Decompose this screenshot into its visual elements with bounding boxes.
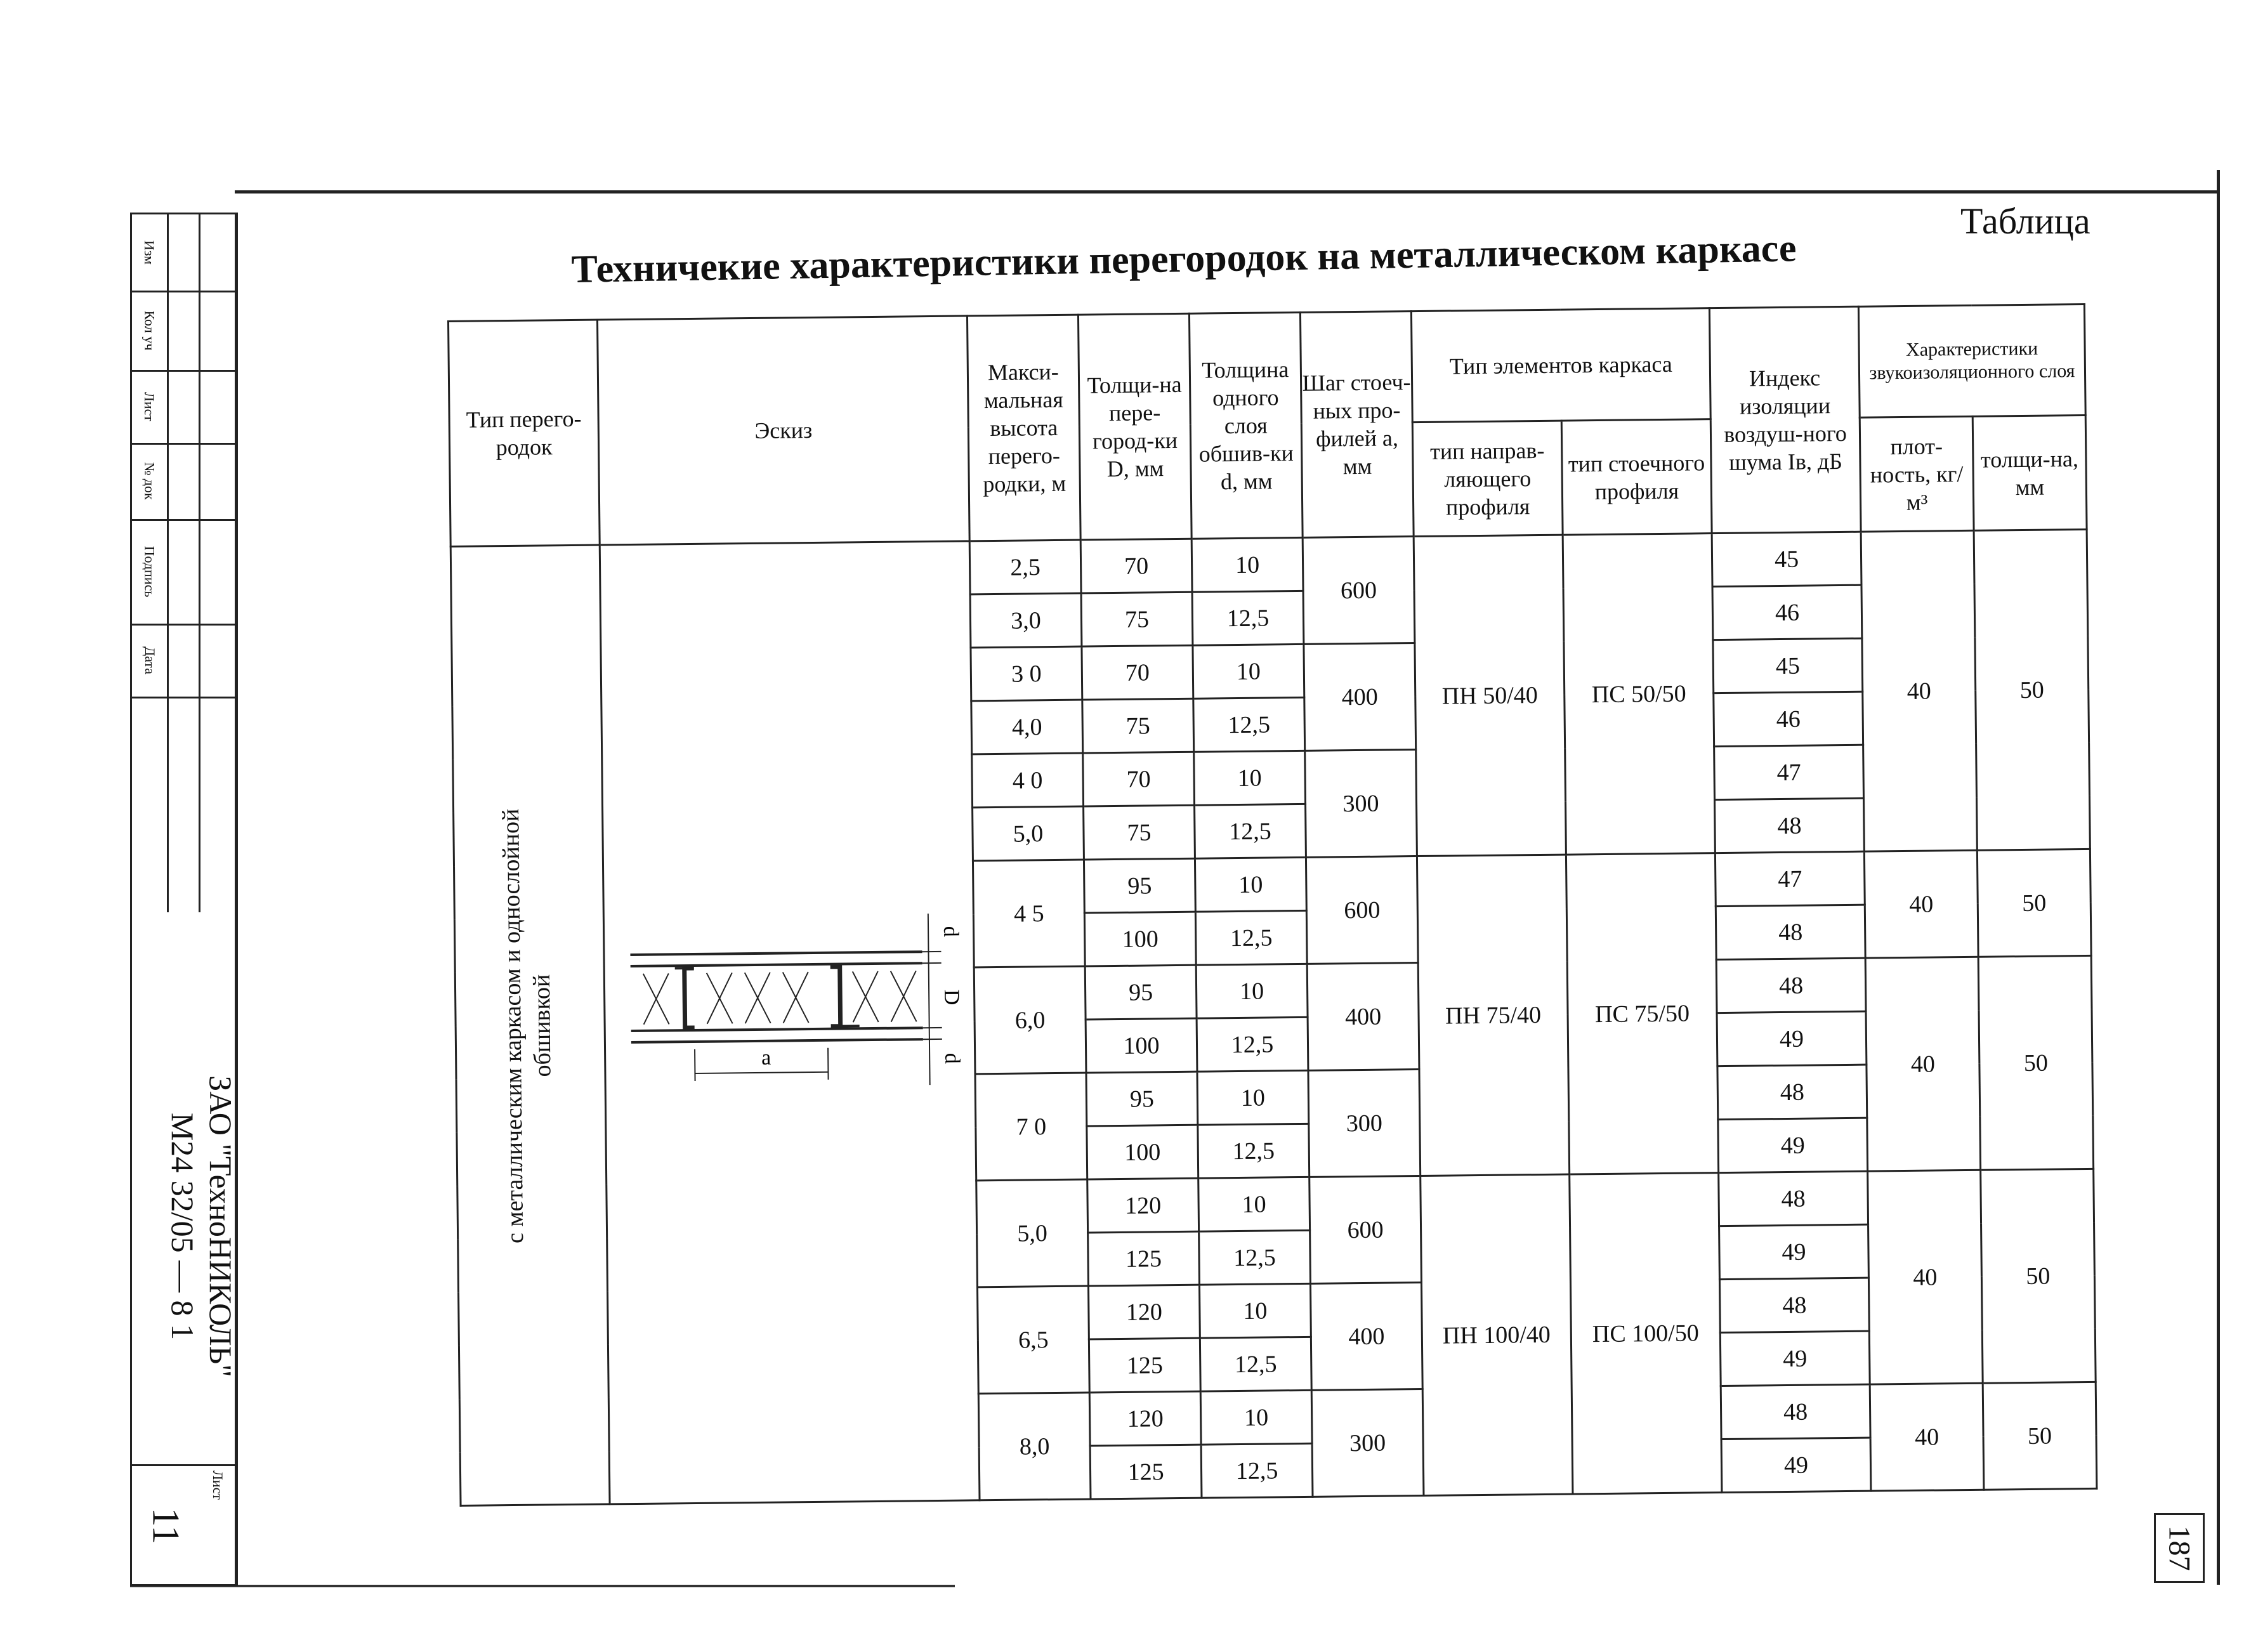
cell-index: 48 — [1715, 798, 1865, 853]
cell-d: 10 — [1193, 644, 1304, 698]
cell-D: 100 — [1084, 912, 1196, 966]
stamp-doc-code: М24 32/05 — 8 1 — [165, 1112, 200, 1341]
cell-acoustic-thickness: 50 — [1983, 1382, 2097, 1490]
cell-index: 46 — [1712, 585, 1862, 639]
cell-D: 100 — [1086, 1018, 1197, 1073]
header-acoustic-layer: Характеристики звукоизоляционного слоя — [1858, 304, 2085, 417]
stamp-label-kol: Кол уч — [141, 310, 158, 350]
cell-step: 400 — [1310, 1283, 1422, 1391]
cell-stud: ПС 50/50 — [1563, 534, 1715, 855]
cell-D: 125 — [1088, 1231, 1200, 1286]
cell-index: 46 — [1714, 692, 1863, 746]
cell-guide: ПН 100/40 — [1421, 1174, 1573, 1495]
partition-type-cell — [450, 545, 610, 1505]
cell-density: 40 — [1864, 850, 1978, 958]
stamp-label-ndok: № док — [141, 462, 158, 500]
cell-d: 12,5 — [1195, 804, 1306, 858]
stamp-label-podpis: Подпись — [141, 546, 158, 597]
cell-D: 75 — [1081, 592, 1193, 646]
cell-index: 48 — [1717, 1065, 1867, 1119]
cell-d: 10 — [1199, 1283, 1311, 1338]
cell-density: 40 — [1868, 1170, 1983, 1384]
cell-index: 49 — [1720, 1331, 1870, 1386]
sketch-cell — [600, 541, 980, 1504]
cell-acoustic-thickness: 50 — [1981, 1169, 2096, 1383]
cell-D: 70 — [1083, 752, 1195, 806]
cell-height: 4,0 — [971, 700, 1083, 754]
cell-height: 4 0 — [972, 753, 1084, 808]
header-stud-profile: тип стоечного профиля — [1561, 419, 1712, 535]
cell-step: 400 — [1304, 643, 1416, 751]
header-type: Тип перего-родок — [449, 320, 600, 546]
header-thickness-D: Толщи-на пере-город-ки D, мм — [1078, 313, 1191, 540]
cell-d: 12,5 — [1201, 1443, 1313, 1498]
header-acoustic-thickness: толщи-на, мм — [1972, 415, 2087, 530]
cell-density: 40 — [1861, 530, 1977, 851]
sketch-label-a: a — [761, 1046, 771, 1070]
cell-d: 12,5 — [1195, 910, 1307, 965]
cell-D: 70 — [1080, 539, 1192, 593]
partition-sketch — [624, 900, 964, 1144]
cell-step: 300 — [1311, 1389, 1424, 1497]
cell-step: 300 — [1308, 1070, 1421, 1177]
frame-right-line — [2217, 170, 2220, 1585]
cell-index: 49 — [1718, 1118, 1868, 1172]
stamp-label-data: Дата — [141, 646, 158, 674]
cell-step: 400 — [1307, 963, 1419, 1071]
cell-step: 300 — [1305, 750, 1417, 858]
stamp-org-name: ЗАО "ТехноНИКОЛЬ" — [203, 1075, 239, 1377]
cell-d: 10 — [1194, 751, 1306, 805]
header-max-height: Макси-мальная высота перего-родки, м — [967, 315, 1080, 541]
cell-index: 48 — [1716, 905, 1865, 959]
stamp-divider — [167, 214, 169, 912]
cell-height: 2,5 — [969, 540, 1081, 594]
cell-index: 47 — [1715, 851, 1865, 906]
cell-D: 125 — [1089, 1338, 1200, 1393]
cell-d: 10 — [1200, 1390, 1312, 1445]
cell-d: 12,5 — [1198, 1124, 1309, 1178]
table-label: Таблица — [1960, 200, 2090, 242]
cell-index: 49 — [1721, 1438, 1871, 1492]
cell-density: 40 — [1865, 957, 1981, 1171]
cell-D: 75 — [1084, 805, 1195, 860]
header-density: плот-ность, кг/м³ — [1860, 416, 1974, 532]
specs-table-wrapper — [447, 303, 2097, 1507]
cell-density: 40 — [1870, 1383, 1984, 1491]
cell-D: 120 — [1087, 1178, 1199, 1233]
stamp-divider — [132, 697, 236, 698]
stamp-sheet-label: Лист — [209, 1470, 226, 1500]
header-sheet-d: Толщина одного слоя обшив-ки d, мм — [1189, 312, 1303, 539]
cell-d: 12,5 — [1197, 1017, 1308, 1072]
cell-index: 48 — [1719, 1171, 1868, 1226]
cell-d: 10 — [1197, 1070, 1309, 1125]
cell-d: 12,5 — [1193, 697, 1305, 752]
frame-bottom-line — [130, 1585, 955, 1587]
cell-d: 12,5 — [1192, 591, 1304, 645]
sketch-label-D: D — [940, 989, 964, 1005]
cell-D: 100 — [1087, 1125, 1198, 1179]
header-guide-profile: тип направ-ляющего профиля — [1412, 421, 1563, 536]
cell-guide: ПН 50/40 — [1414, 535, 1566, 856]
stamp-label-izm: Изм — [141, 240, 158, 265]
frame-top-line — [235, 190, 2219, 193]
cell-index: 45 — [1712, 532, 1861, 586]
cell-height: 5,0 — [973, 806, 1084, 861]
cell-stud: ПС 75/50 — [1566, 853, 1718, 1174]
cell-step: 600 — [1303, 537, 1415, 645]
sketch-label-d-top: d — [939, 926, 963, 937]
cell-D: 125 — [1090, 1445, 1202, 1499]
cell-d: 10 — [1196, 964, 1308, 1018]
cell-height: 4 5 — [973, 860, 1085, 967]
cell-D: 120 — [1088, 1285, 1200, 1339]
cell-stud: ПС 100/50 — [1570, 1173, 1722, 1494]
cell-d: 12,5 — [1199, 1230, 1311, 1285]
cell-height: 6,5 — [978, 1286, 1090, 1394]
cell-height: 3,0 — [970, 593, 1082, 648]
cell-d: 10 — [1198, 1177, 1310, 1231]
cell-height: 7 0 — [975, 1073, 1087, 1181]
cell-index: 48 — [1716, 958, 1866, 1013]
header-index: Индекс изоляции воздуш-ного шума Iв, дБ — [1709, 306, 1861, 533]
stamp-sheet-number: 11 — [145, 1507, 187, 1545]
cell-index: 48 — [1719, 1278, 1869, 1332]
cell-height: 3 0 — [971, 646, 1082, 701]
cell-step: 600 — [1309, 1176, 1422, 1284]
cell-step: 600 — [1306, 856, 1418, 964]
cell-D: 70 — [1082, 645, 1193, 700]
cell-acoustic-thickness: 50 — [1974, 529, 2090, 850]
cell-guide: ПН 75/40 — [1417, 855, 1569, 1176]
sketch-label-d-bottom: d — [940, 1052, 964, 1064]
cell-height: 6,0 — [974, 966, 1086, 1074]
cell-d: 10 — [1195, 857, 1306, 912]
stamp-label-list: Лист — [141, 391, 158, 421]
cell-acoustic-thickness: 50 — [1977, 849, 2091, 957]
partition-type: с металлическим каркасом и однослойной обшивкой — [497, 808, 556, 1243]
cell-index: 45 — [1713, 638, 1863, 693]
cell-D: 95 — [1086, 1072, 1198, 1126]
page-title: Техничекие характеристики перегородок на металлическом каркасе — [571, 226, 1797, 291]
cell-index: 49 — [1719, 1224, 1869, 1279]
header-sketch: Эскиз — [598, 316, 970, 545]
title-block-stamp — [130, 213, 238, 1586]
stamp-divider — [199, 214, 200, 912]
cell-index: 47 — [1714, 745, 1864, 799]
cell-D: 120 — [1089, 1391, 1201, 1446]
cell-D: 95 — [1085, 965, 1197, 1019]
cell-height: 5,0 — [976, 1179, 1089, 1287]
cell-D: 95 — [1084, 858, 1195, 913]
cell-acoustic-thickness: 50 — [1978, 955, 2094, 1170]
page-number: 187 — [2154, 1513, 2205, 1583]
cell-height: 8,0 — [978, 1393, 1091, 1500]
cell-d: 12,5 — [1200, 1337, 1311, 1391]
header-frame-elements: Тип элементов каркаса — [1411, 308, 1710, 423]
specs-table — [447, 303, 2097, 1507]
cell-d: 10 — [1191, 537, 1303, 592]
stamp-organization — [167, 957, 237, 1496]
header-step-a: Шаг стоеч-ных про-филей a, мм — [1300, 311, 1414, 538]
cell-index: 48 — [1721, 1384, 1870, 1439]
cell-D: 75 — [1082, 698, 1194, 753]
cell-index: 49 — [1717, 1011, 1867, 1066]
